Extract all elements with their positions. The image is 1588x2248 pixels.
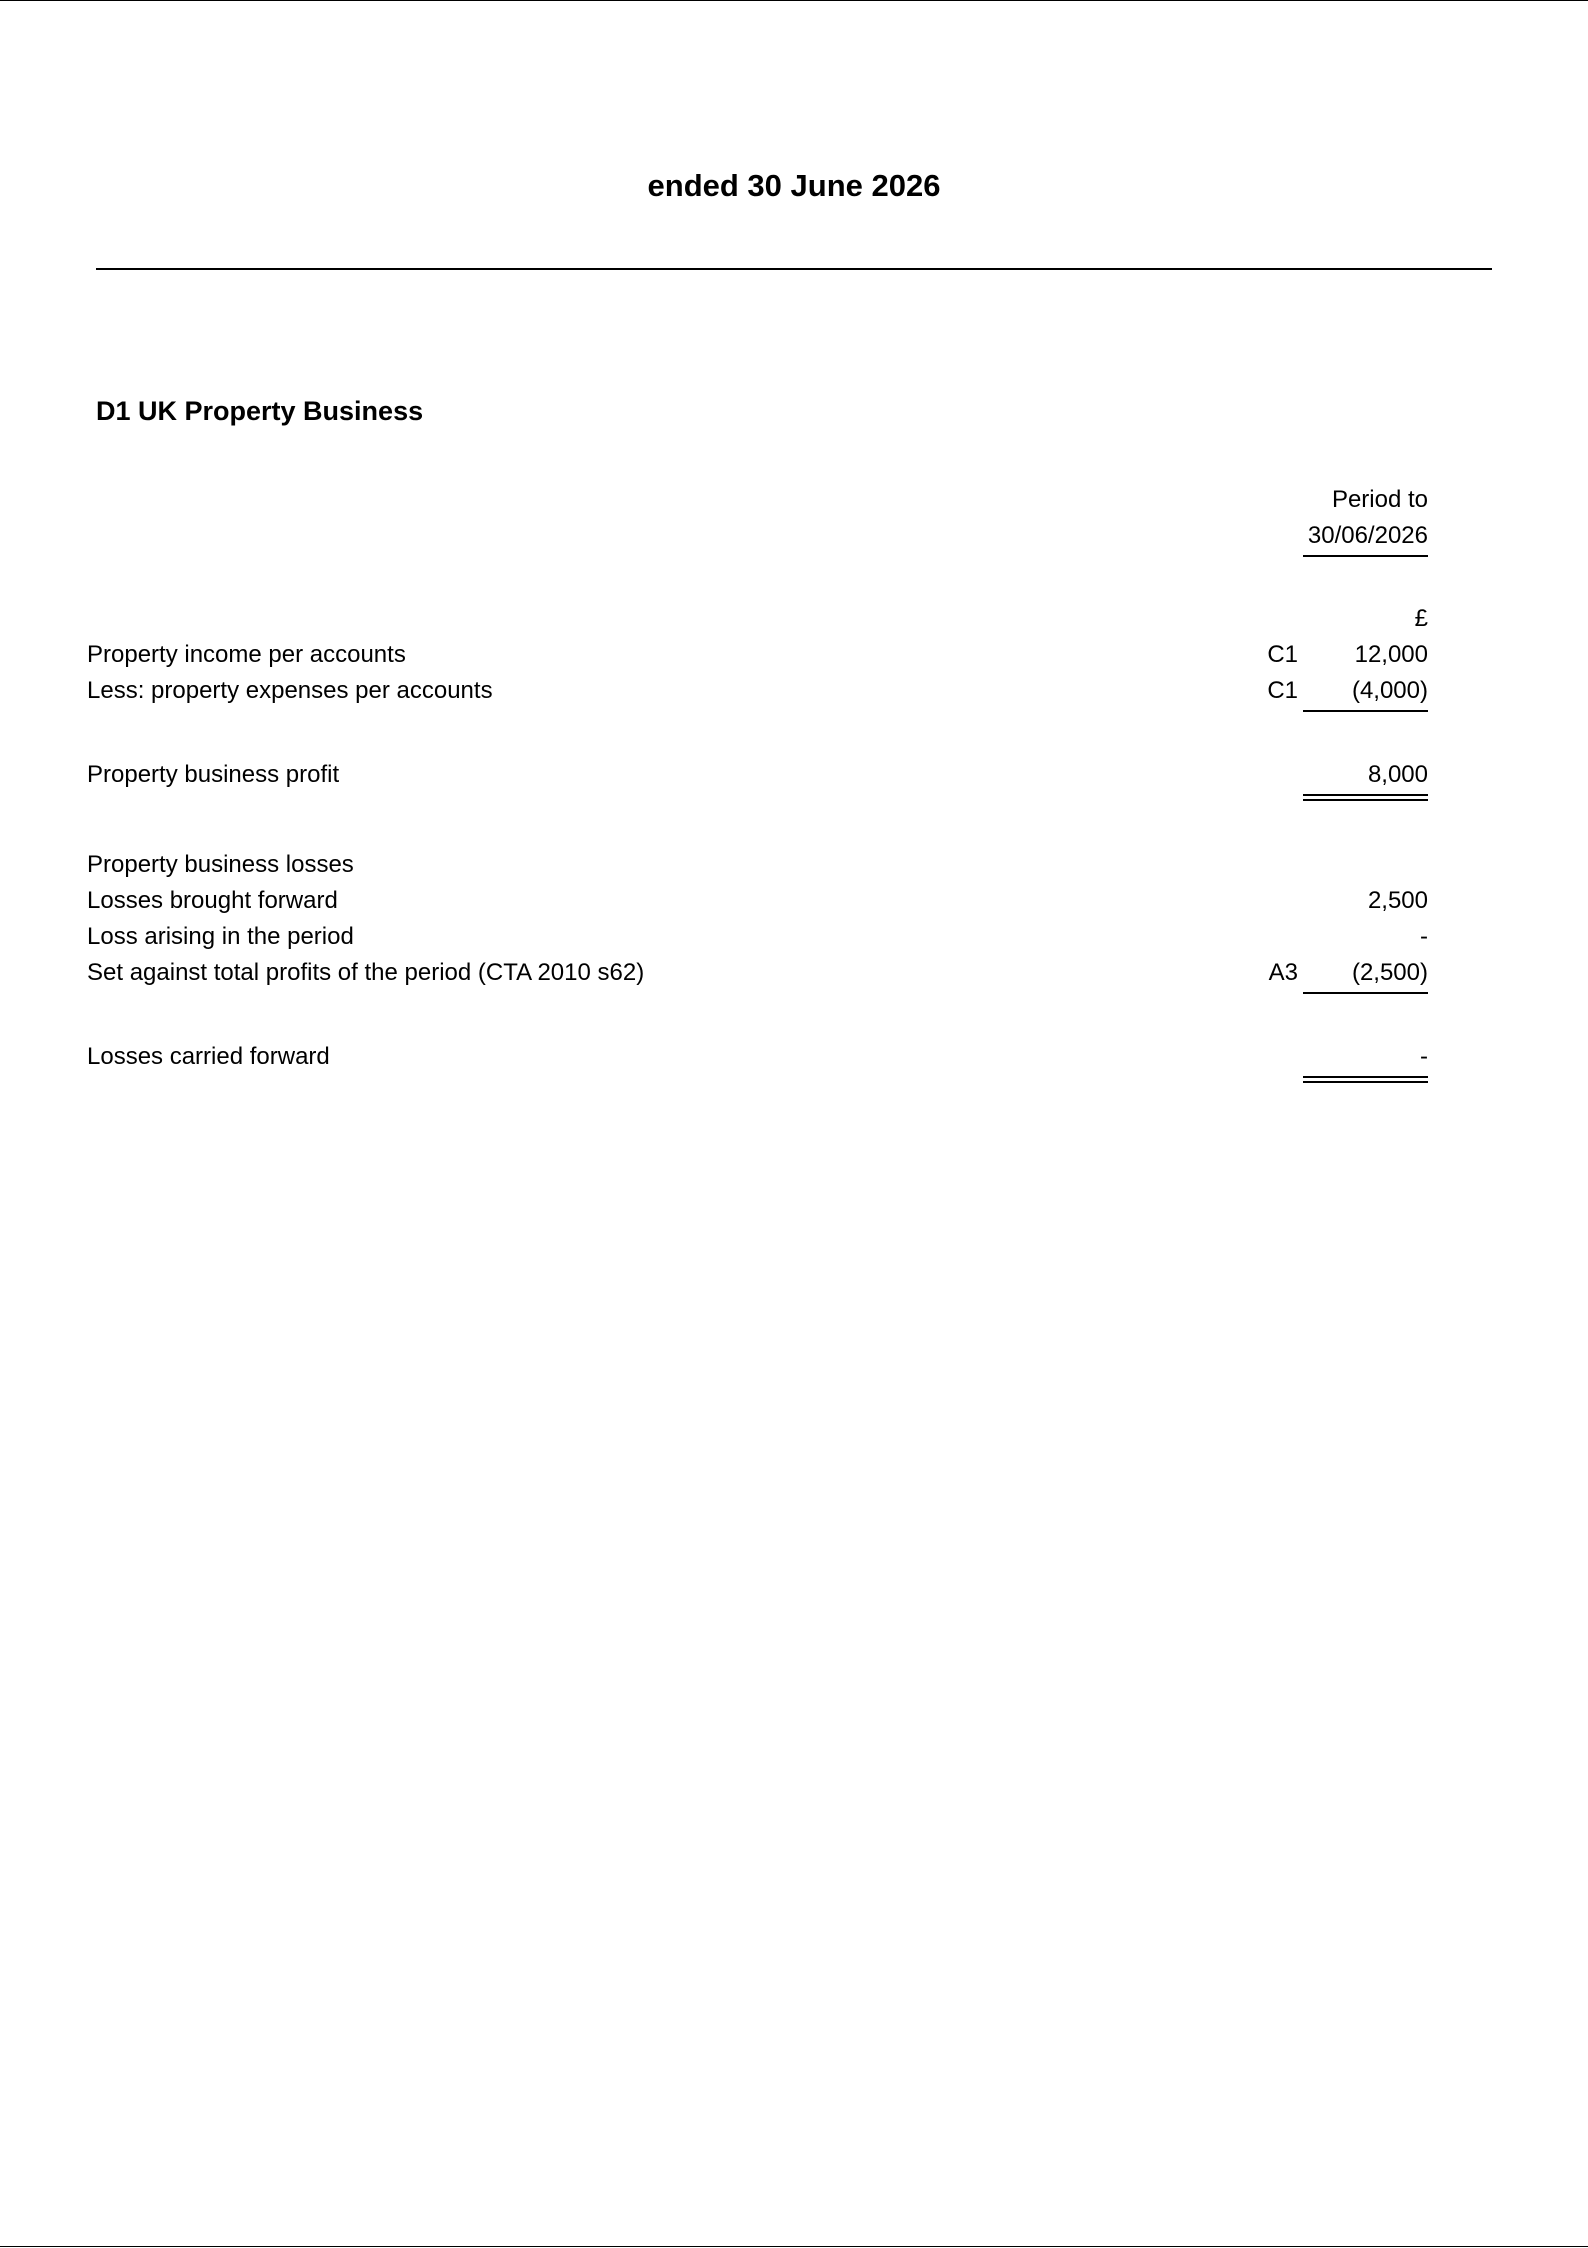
row-amount: (2,500) — [1351, 959, 1428, 986]
row-label: Less: property expenses per accounts — [87, 677, 493, 704]
row-label: Set against total profits of the period (CTA 2010 s62) — [87, 959, 645, 986]
statement-row-loss-arising — [0, 922, 1588, 952]
statement-row-property-expenses — [0, 676, 1588, 706]
row-amount: 12,000 — [1354, 641, 1428, 668]
column-header-period: Period to — [1331, 486, 1428, 513]
statement-row-losses-heading — [0, 850, 1588, 880]
column-header-date: 30/06/2026 — [1307, 522, 1428, 549]
column-header-currency: £ — [1414, 605, 1428, 632]
row-label: Losses brought forward — [87, 887, 338, 914]
row-amount: 2,500 — [1367, 887, 1428, 914]
row-amount: - — [1420, 1043, 1428, 1070]
subtotal-rule — [1303, 710, 1428, 712]
row-label: Loss arising in the period — [87, 923, 354, 950]
row-amount: - — [1420, 923, 1428, 950]
statement-row-set-against-profits — [0, 958, 1588, 988]
row-label: Property business profit — [87, 761, 340, 788]
statement-row-losses-brought-forward — [0, 886, 1588, 916]
row-amount: (4,000) — [1351, 677, 1428, 704]
page-title: ended 30 June 2026 — [647, 168, 941, 203]
row-reference: A3 — [1268, 959, 1298, 986]
page-bottom-border — [0, 2246, 1588, 2247]
row-label: Property income per accounts — [87, 641, 406, 668]
row-label: Losses carried forward — [87, 1043, 330, 1070]
statement-row-property-income — [0, 640, 1588, 670]
row-amount: 8,000 — [1367, 761, 1428, 788]
row-reference: C1 — [1267, 641, 1298, 668]
row-reference: C1 — [1267, 677, 1298, 704]
title-divider — [96, 268, 1492, 270]
statement-row-losses-carried-forward — [0, 1042, 1588, 1072]
statement-row-business-profit — [0, 760, 1588, 790]
total-double-rule — [1303, 794, 1428, 801]
total-double-rule — [1303, 1076, 1428, 1083]
column-header-rule — [1303, 555, 1428, 557]
subtotal-rule — [1303, 992, 1428, 994]
section-title: D1 UK Property Business — [96, 396, 424, 426]
page-top-border — [0, 0, 1588, 1]
row-label: Property business losses — [87, 851, 354, 878]
